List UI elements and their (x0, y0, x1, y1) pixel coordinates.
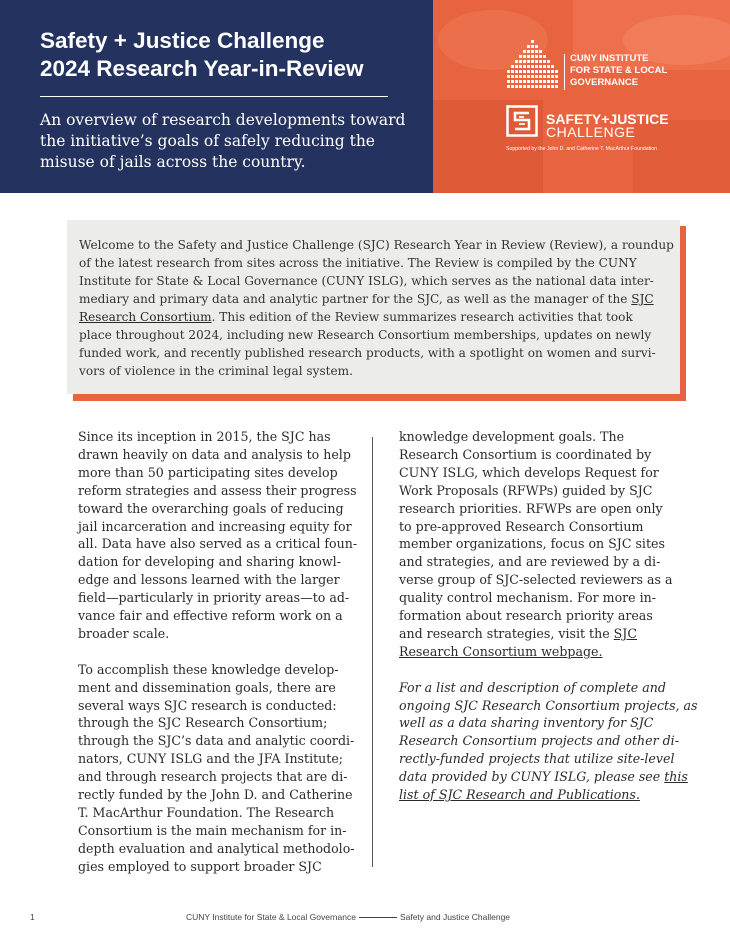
header-logo-panel (433, 0, 730, 193)
italic-note-paragraph: For a list and description of complete and ongoing SJC Research Consortium projects, as well as a data sharing inventory for SJC Research Consortium projects and other di- rectly-funded projects that utilize site-level data provided by CUNY ISLG, please see this list of SJC Research and Publications. (399, 679, 698, 803)
sjc-logo-title: SAFETY+JUSTICE (546, 111, 669, 127)
sjc-logo-icon (506, 105, 538, 137)
cuny-logo-text: CUNY INSTITUTE FOR STATE & LOCAL GOVERNANCE (570, 53, 668, 88)
footer-org: CUNY Institute for State & Local Governance (186, 912, 356, 922)
header-banner (0, 0, 433, 193)
column-divider (372, 437, 373, 867)
sjc-research-consortium-link-cont[interactable]: Research Consortium (79, 310, 212, 324)
cuny-logo-divider (564, 54, 565, 90)
sjc-research-consortium-link[interactable]: SJC (631, 292, 654, 306)
header-photo (433, 0, 730, 193)
footer-initiative: Safety and Justice Challenge (399, 912, 511, 922)
left-column (78, 428, 378, 876)
sjc-publications-link-cont[interactable]: list of SJC Research and Publications. (399, 787, 640, 803)
sjc-consortium-webpage-link[interactable]: SJC (613, 625, 637, 641)
page-footer (186, 912, 510, 922)
footer-divider (359, 917, 397, 918)
supported-by-text: Supported by the John D. and Catherine T. MacArthur Foundation (506, 146, 658, 152)
right-column (399, 428, 699, 804)
sjc-logo-subtitle: CHALLENGE (546, 124, 636, 140)
body-paragraph: To accomplish these knowledge develop- ment and dissemination goals, there are several ways SJC research is conducted: through the SJC Research Consortium; through the SJC’s data and analytic coordi- nators, CUNY ISLG and the JFA Institute; and through research projects that are di- rectly funded by the John D. and Catherine T. MacArthur Foundation. The Research Consortium is the main mechanism for in- depth evaluation and analytical methodolo- gies employed to support broader SJC (78, 661, 355, 874)
title-divider (40, 96, 388, 97)
body-paragraph: Since its inception in 2015, the SJC has drawn heavily on data and analysis to help more than 50 participating sites develop reform strategies and assess their progress toward the overarching goals of reducing jail incarceration and increasing equity for all. Data have also served as a critical foun- dation for developing and sharing knowl- edge and lessons learned with the larger field—particularly in priority areas—to ad- vance fair and effective reform work on a broader scale. (78, 429, 358, 641)
body-paragraph: knowledge development goals. The Research Consortium is coordinated by CUNY ISLG, which develops Request for Work Proposals (RFWPs) guided by SJC research priorities. RFWPs are open only to pre-approved Research Consortium member organizations, focus on SJC sites and strategies, and are reviewed by a di- verse group of SJC-selected reviewers as a quality control mechanism. For more in- formation about research priority areas and research strategies, visit the SJC Research Consortium webpage. (399, 429, 673, 659)
page-number: 1 (30, 912, 35, 922)
intro-callout: Welcome to the Safety and Justice Challenge (SJC) Research Year in Review (Review), a roundup of the latest research from sites across the initiative. The Review is compiled by the CUNY Institute for State & Local Governance (CUNY ISLG), which serves as the national data inter- mediary and primary data and analytic partner for the SJC, as well as the manager of the SJC Research Consortium. This edition of the Review summarizes research activities that took place throughout 2024, including new Research Consortium memberships, updates on newly funded work, and recently published research products, with a spotlight on women and survi- vors of violence in the criminal legal system. (67, 220, 680, 394)
page-title: Safety + Justice Challenge 2024 Research Year-in-Review (40, 28, 364, 81)
sjc-publications-link[interactable]: this (664, 769, 688, 785)
page-subtitle: An overview of research developments toward the initiative’s goals of safely reducing the misuse of jails across the country. (40, 111, 406, 171)
sjc-consortium-webpage-link-cont[interactable]: Research Consortium webpage. (399, 643, 603, 659)
